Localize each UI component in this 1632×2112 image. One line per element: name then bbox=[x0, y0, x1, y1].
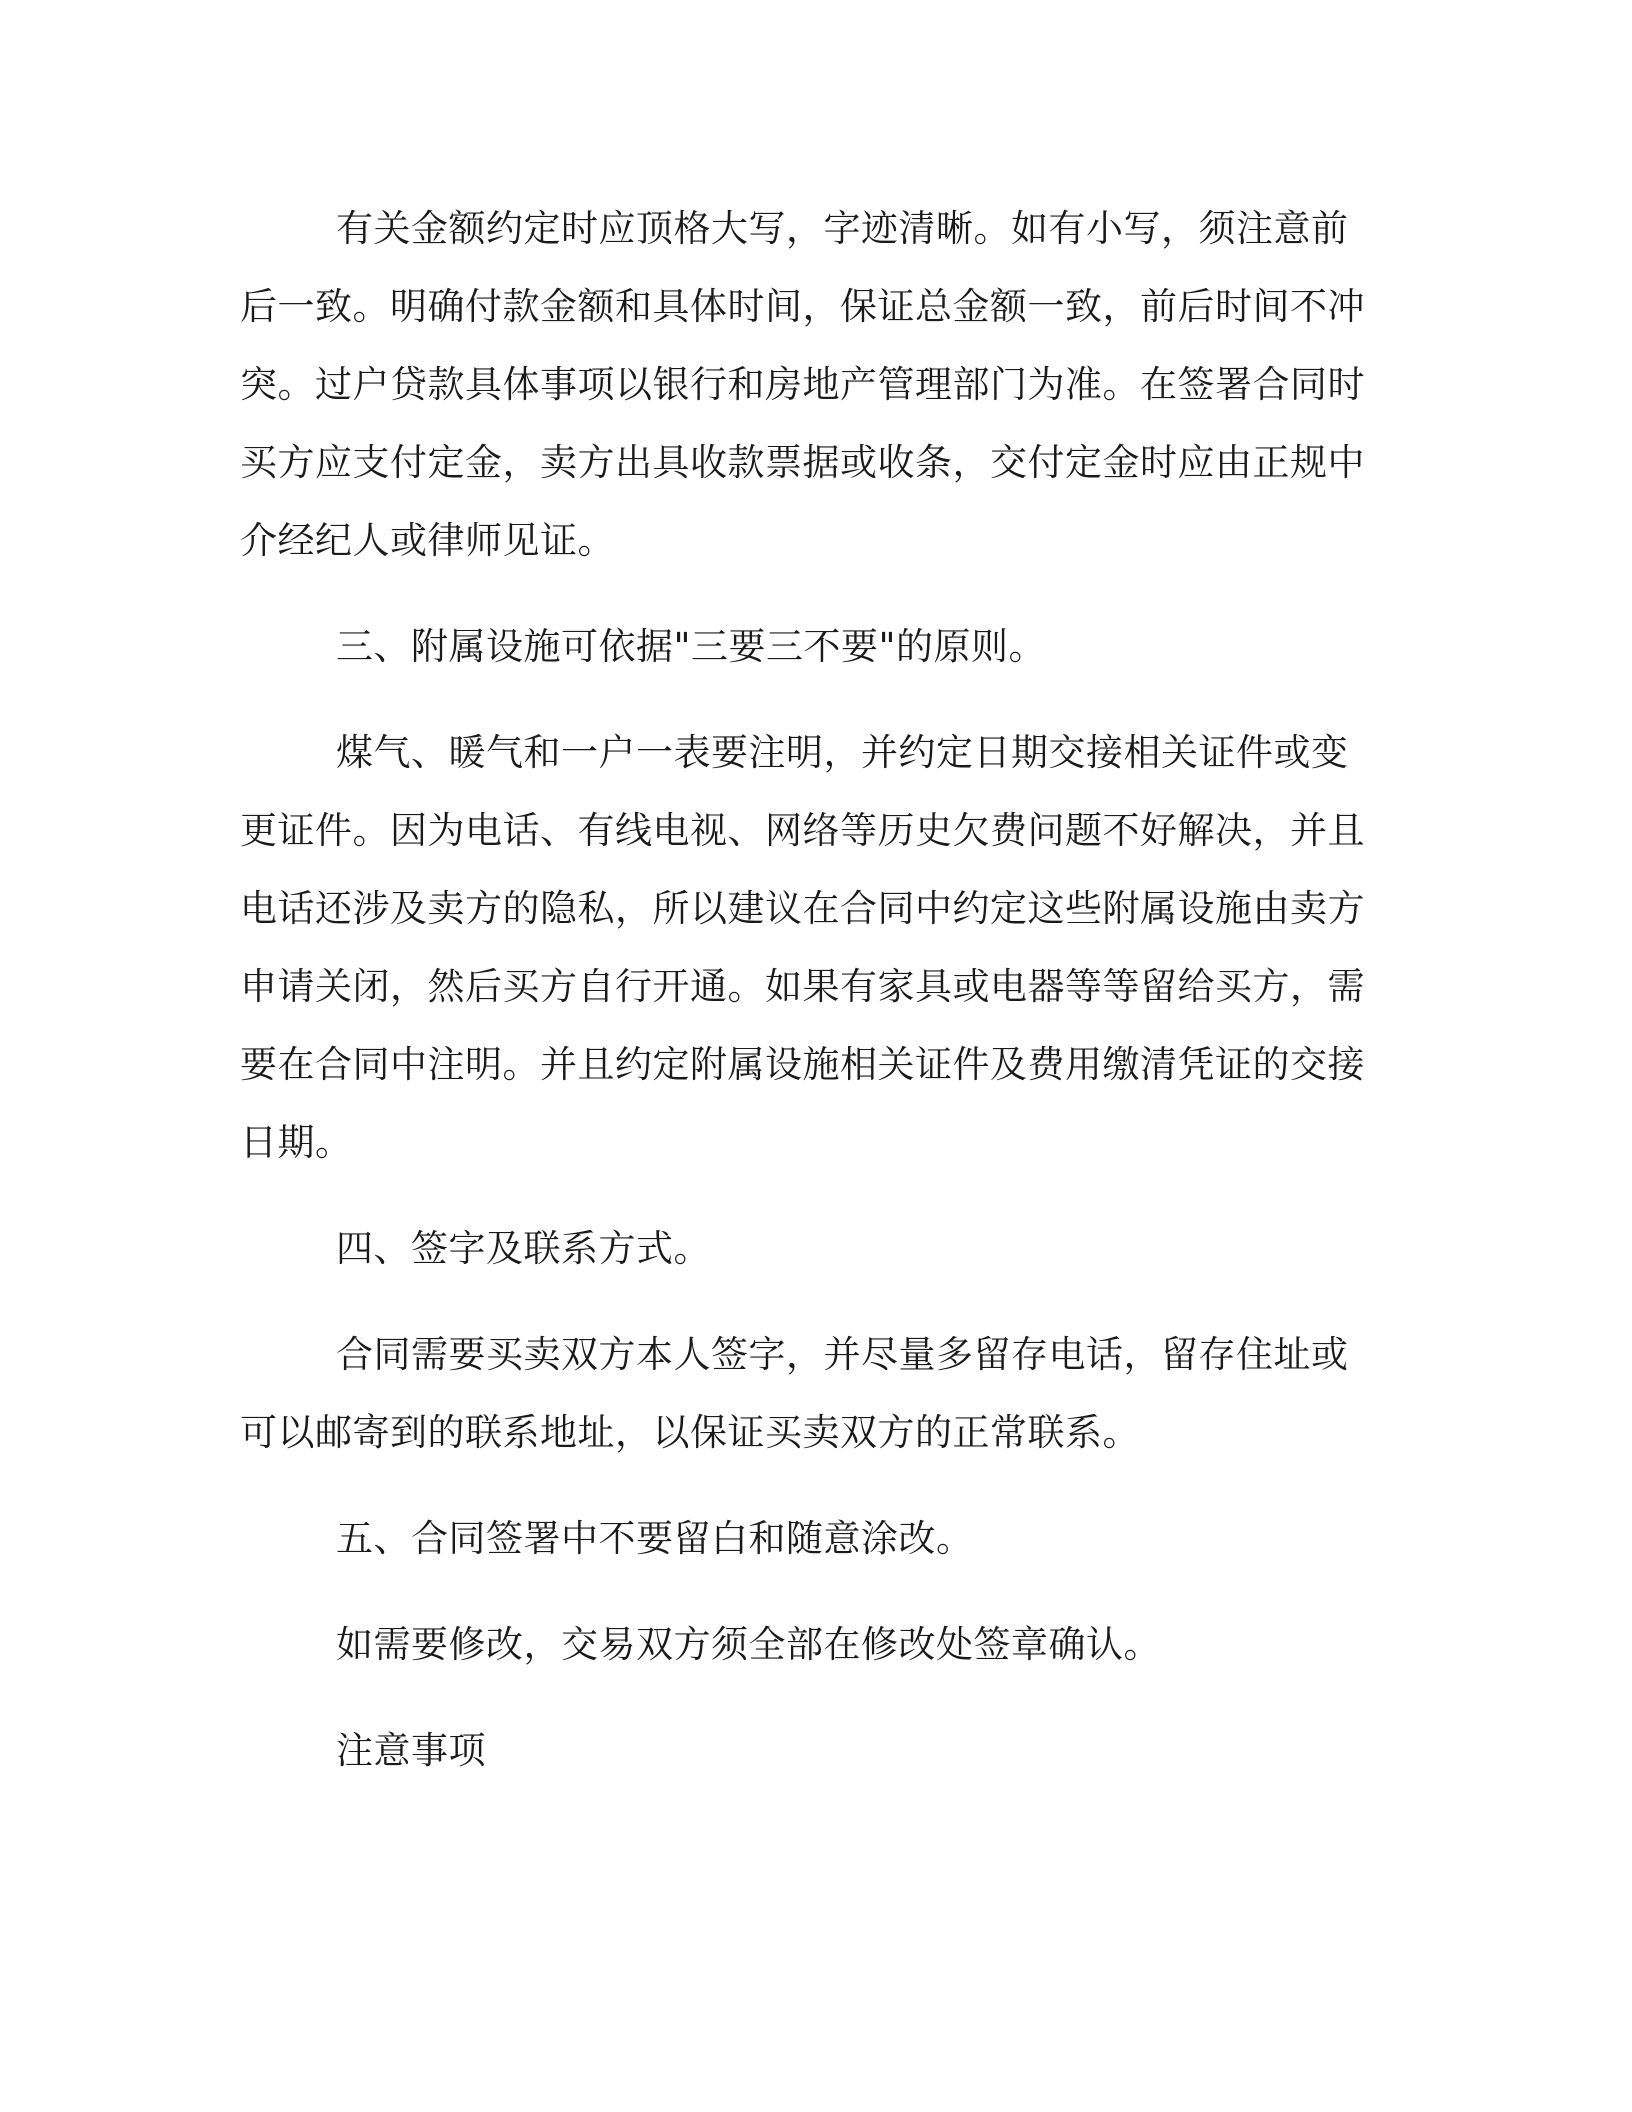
paragraph-spacer bbox=[240, 686, 1380, 714]
section-heading-facilities: 三、附属设施可依据"三要三不要"的原则。 bbox=[336, 625, 1047, 668]
paragraph-spacer bbox=[240, 1578, 1380, 1606]
paragraph-spacer bbox=[240, 1288, 1380, 1316]
paragraph-spacer bbox=[240, 580, 1380, 608]
document-body bbox=[240, 190, 1380, 1790]
paragraph-spacer bbox=[240, 1182, 1380, 1210]
paragraph-facilities: 煤气、暖气和一户一表要注明，并约定日期交接相关证件或变更证件。因为电话、有线电视、网络等历史欠费问题不好解决，并且电话还涉及卖方的隐私，所以建议在合同中约定这些附属设施由卖方申请关闭，然后买方自行开通。如果有家具或电器等等留给买方，需要在合同中注明。并且约定附属设施相关证件及费用缴清凭证的交接日期。 bbox=[240, 731, 1365, 1164]
section-heading-signature: 四、签字及联系方式。 bbox=[336, 1227, 711, 1270]
section-heading-no-blanks: 五、合同签署中不要留白和随意涂改。 bbox=[336, 1517, 974, 1560]
paragraph-modification: 如需要修改，交易双方须全部在修改处签章确认。 bbox=[336, 1623, 1161, 1666]
paragraph-spacer bbox=[240, 1684, 1380, 1712]
paragraph-spacer bbox=[240, 1472, 1380, 1500]
section-heading-notes: 注意事项 bbox=[336, 1729, 486, 1772]
paragraph-signature: 合同需要买卖双方本人签字，并尽量多留存电话，留存住址或可以邮寄到的联系地址，以保证买卖双方的正常联系。 bbox=[240, 1333, 1349, 1454]
paragraph-amount-rules: 有关金额约定时应顶格大写，字迹清晰。如有小写，须注意前后一致。明确付款金额和具体时间，保证总金额一致，前后时间不冲突。过户贷款具体事项以银行和房地产管理部门为准。在签署合同时买方应支付定金，卖方出具收款票据或收条，交付定金时应由正规中介经纪人或律师见证。 bbox=[240, 207, 1365, 562]
